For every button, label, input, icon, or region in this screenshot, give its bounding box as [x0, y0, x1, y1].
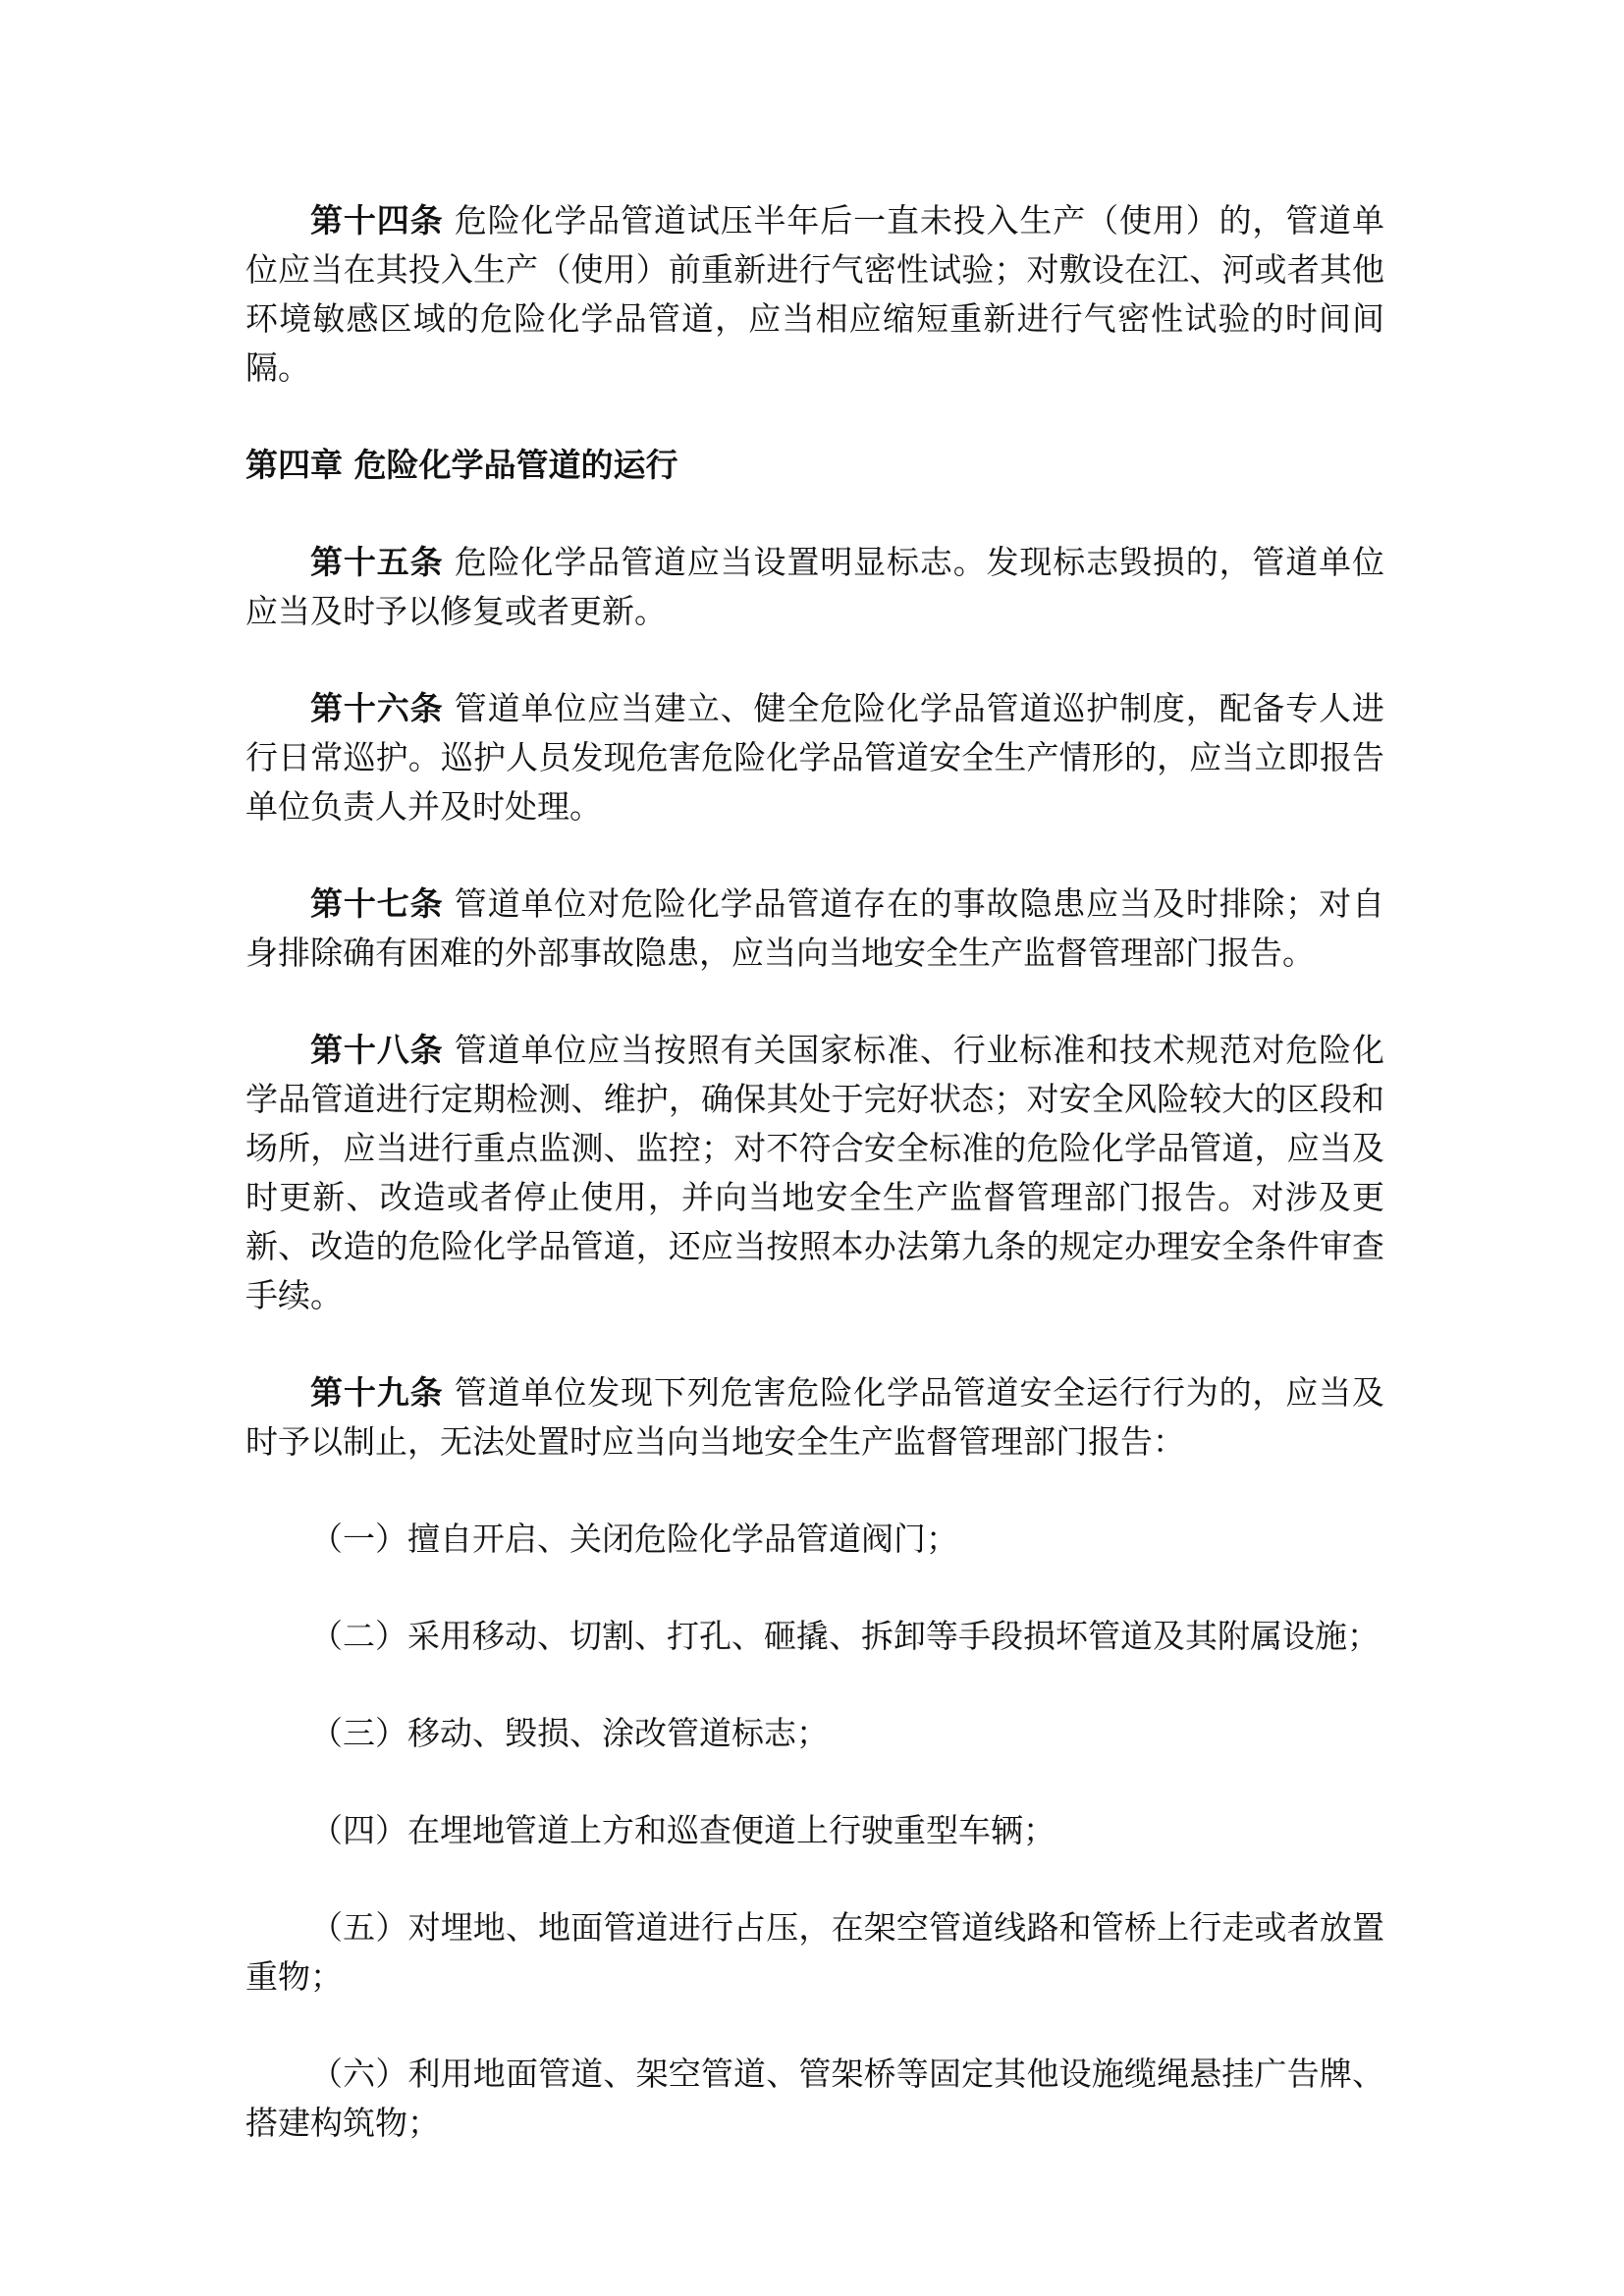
list-item: （一）擅自开启、关闭危险化学品管道阀门；: [310, 1520, 958, 1558]
article-19: [245, 1368, 1384, 1467]
list-item: （三）移动、毁损、涂改管道标志；: [310, 1714, 829, 1752]
article-number: 第十七条: [310, 884, 444, 923]
article-number: 第十四条: [310, 201, 444, 240]
list-item: （二）采用移动、切割、打孔、砸撬、拆卸等手段损坏管道及其附属设施；: [310, 1617, 1380, 1655]
article-text: 危险化学品管道试压半年后一直未投入生产（使用）的，管道单位应当在其投入生产（使用）前重新进行气密性试验；对敷设在江、河或者其他环境敏感区域的危险化学品管道，应当相应缩短重新进行气密性试验的时间间隔。: [245, 201, 1384, 387]
article-text: 管道单位发现下列危害危险化学品管道安全运行行为的，应当及时予以制止，无法处置时应当向当地安全生产监督管理部门报告：: [245, 1373, 1384, 1461]
article-number: 第十八条: [310, 1031, 444, 1069]
article-text: 管道单位应当建立、健全危险化学品管道巡护制度，配备专人进行日常巡护。巡护人员发现危害危险化学品管道安全生产情形的，应当立即报告单位负责人并及时处理。: [245, 689, 1384, 826]
article-16: [245, 684, 1384, 831]
document-page: [245, 196, 1384, 2196]
list-item: （六）利用地面管道、架空管道、管架桥等固定其他设施缆绳悬挂广告牌、搭建构筑物；: [245, 2055, 1384, 2142]
article-18: [245, 1026, 1384, 1320]
list-item: （四）在埋地管道上方和巡查便道上行驶重型车辆；: [310, 1811, 1056, 1849]
article-text: 管道单位应当按照有关国家标准、行业标准和技术规范对危险化学品管道进行定期检测、维护，确保其处于完好状态；对安全风险较大的区段和场所，应当进行重点监测、监控；对不符合安全标准的危险化学品管道，应当及时更新、改造或者停止使用，并向当地安全生产监督管理部门报告。对涉及更新、改造的危险化学品管道，还应当按照本办法第九条的规定办理安全条件审查手续。: [245, 1031, 1384, 1314]
article-text: 危险化学品管道应当设置明显标志。发现标志毁损的，管道单位应当及时予以修复或者更新。: [245, 543, 1384, 630]
article-number: 第十六条: [310, 689, 444, 727]
list-item: （五）对埋地、地面管道进行占压，在架空管道线路和管桥上行走或者放置重物；: [245, 1908, 1384, 1996]
article-text: 管道单位对危险化学品管道存在的事故隐患应当及时排除；对自身排除确有困难的外部事故隐患，应当向当地安全生产监督管理部门报告。: [245, 884, 1384, 972]
article-14: [245, 196, 1384, 393]
article-17: [245, 880, 1384, 978]
article-number: 第十五条: [310, 543, 444, 581]
article-15: [245, 538, 1384, 636]
chapter-heading: 第四章 危险化学品管道的运行: [245, 446, 678, 484]
article-number: 第十九条: [310, 1373, 444, 1412]
